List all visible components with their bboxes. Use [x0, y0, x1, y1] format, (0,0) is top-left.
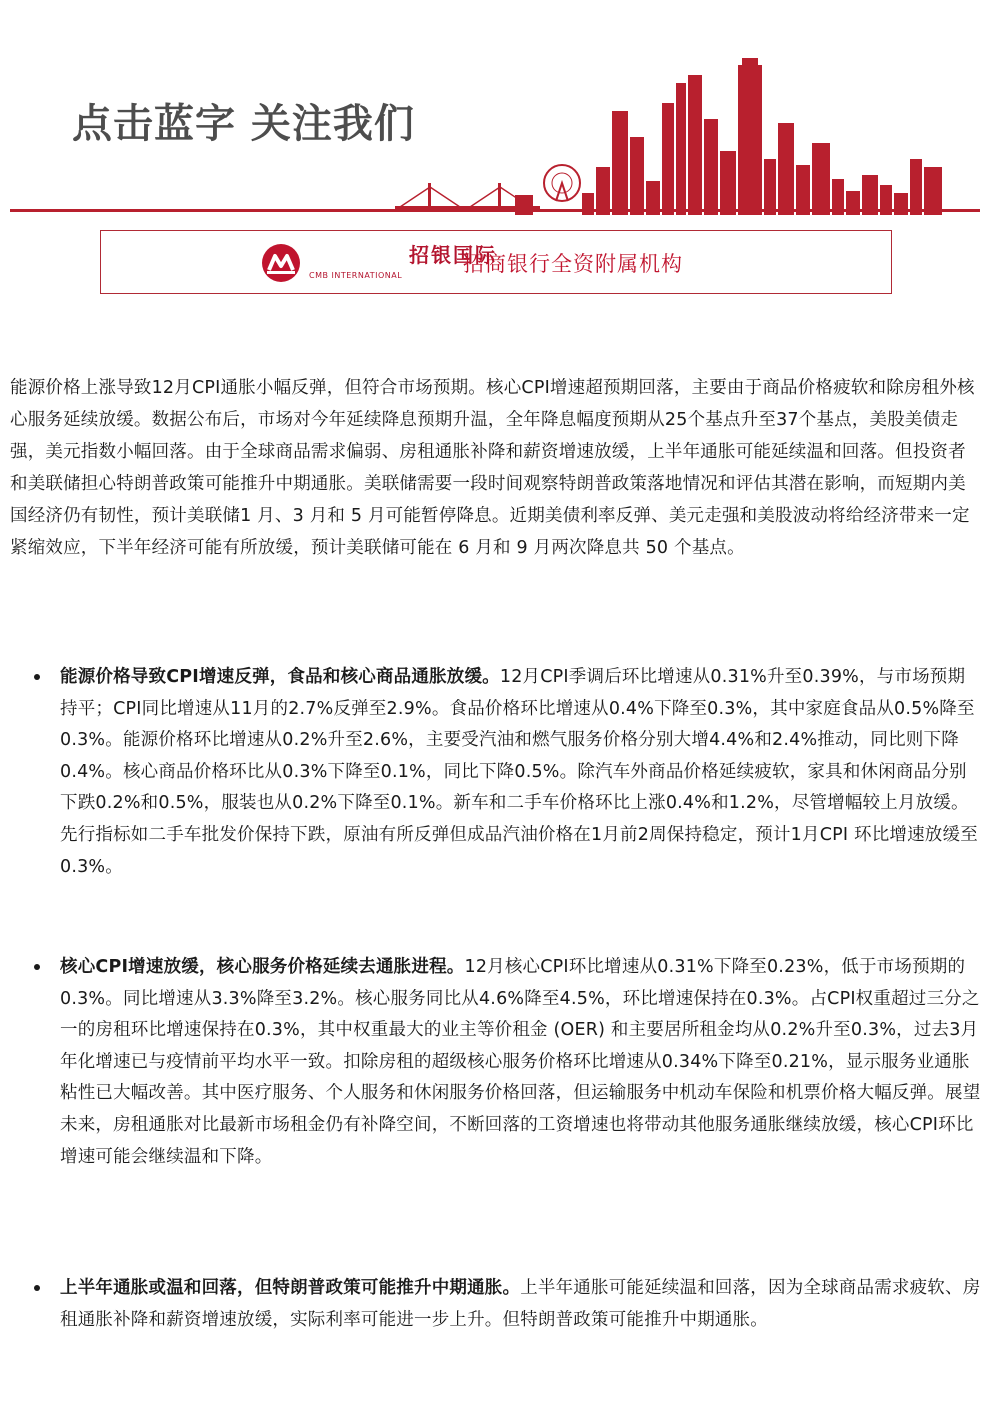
bullet-dot	[34, 964, 40, 970]
bullet-dot	[34, 674, 40, 680]
header-banner	[0, 0, 992, 220]
bullet-body: 12月CPI季调后环比增速从0.31%升至0.39%，与市场预期持平；CPI同比增速从11月的2.7%反弹至2.9%。食品价格环比增速从0.4%下降至0.3%，其中家庭食品从0.5%降至0.3%。能源价格环比增速从0.2%升至2.6%，主要受汽油和燃气服务价格分别大增4.4%和2.4%推动，同比则下降0.4%。核心商品价格环比从0.3%下降至0.1%，同比下降0.5%。除汽车外商品价格延续疲软，家具和休闲商品分别下跌0.2%和0.5%，服装也从0.2%下降至0.1%。新车和二手车价格环比上涨0.4%和1.2%，尽管增幅较上月放缓。先行指标如二手车批发价保持下跌，原油有所反弹但成品汽油价格在1月前2周保持稳定，预计1月CPI 环比增速放缓至0.3%。	[60, 667, 978, 877]
brand-banner	[100, 230, 892, 294]
bullet-item	[60, 1273, 982, 1336]
brand-name-en: CMB INTERNATIONAL	[309, 271, 403, 280]
brand-name-cn: 招银国际	[409, 243, 497, 267]
follow-us-title[interactable]: 点击蓝字 关注我们	[72, 101, 415, 147]
brand-tagline: 招商银行全资附属机构	[463, 252, 683, 276]
bullet-heading: 能源价格导致CPI增速反弹，食品和核心商品通胀放缓。	[60, 667, 500, 687]
intro-paragraph: 能源价格上涨导致12月CPI通胀小幅反弹，但符合市场预期。核心CPI增速超预期回落，主要由于商品价格疲软和除房租外核心服务延续放缓。数据公布后，市场对今年延续降息预期升温，全年降息幅度预期从25个基点升至37个基点，美股美债走强，美元指数小幅回落。由于全球商品需求偏弱、房租通胀补降和薪资增速放缓，上半年通胀可能延续温和回落。但投资者和美联储担心特朗普政策可能推升中期通胀。美联储需要一段时间观察特朗普政策落地情况和评估其潜在影响，而短期内美国经济仍有韧性，预计美联储1 月、3 月和 5 月可能暂停降息。近期美债利率反弹、美元走强和美股波动将给经济带来一定紧缩效应，下半年经济可能有所放缓，预计美联储可能在 6 月和 9 月两次降息共 50 个基点。	[10, 378, 975, 558]
bullet-heading: 上半年通胀或温和回落，但特朗普政策可能推升中期通胀。	[60, 1278, 521, 1298]
bullet-item	[60, 952, 982, 1173]
bullet-dot	[34, 1285, 40, 1291]
bullet-body: 上半年通胀可能延续温和回落，因为全球商品需求疲软、房租通胀补降和薪资增速放缓，实际利率可能进一步上升。但特朗普政策可能推升中期通胀。	[60, 1278, 981, 1330]
bullet-heading: 核心CPI增速放缓，核心服务价格延续去通胀进程。	[60, 957, 465, 977]
bullet-item	[60, 662, 982, 883]
bullet-body: 12月核心CPI环比增速从0.31%下降至0.23%，低于市场预期的0.3%。同比增速从3.3%降至3.2%。核心服务同比从4.6%降至4.5%，环比增速保持在0.3%。占CPI权重超过三分之一的房租环比增速保持在0.3%，其中权重最大的业主等价租金 (OER) 和主要居所租金均从0.2%升至0.3%，过去3月年化增速已与疫情前平均水平一致。扣除房租的超级核心服务价格环比增速从0.34%下降至0.21%，显示服务业通胀粘性已大幅改善。其中医疗服务、个人服务和休闲服务价格回落，但运输服务中机动车保险和机票价格大幅反弹。展望未来，房租通胀对比最新市场租金仍有补降空间，不断回落的工资增速也将带动其他服务通胀继续放缓，核心CPI环比增速可能会继续温和下降。	[60, 957, 981, 1167]
